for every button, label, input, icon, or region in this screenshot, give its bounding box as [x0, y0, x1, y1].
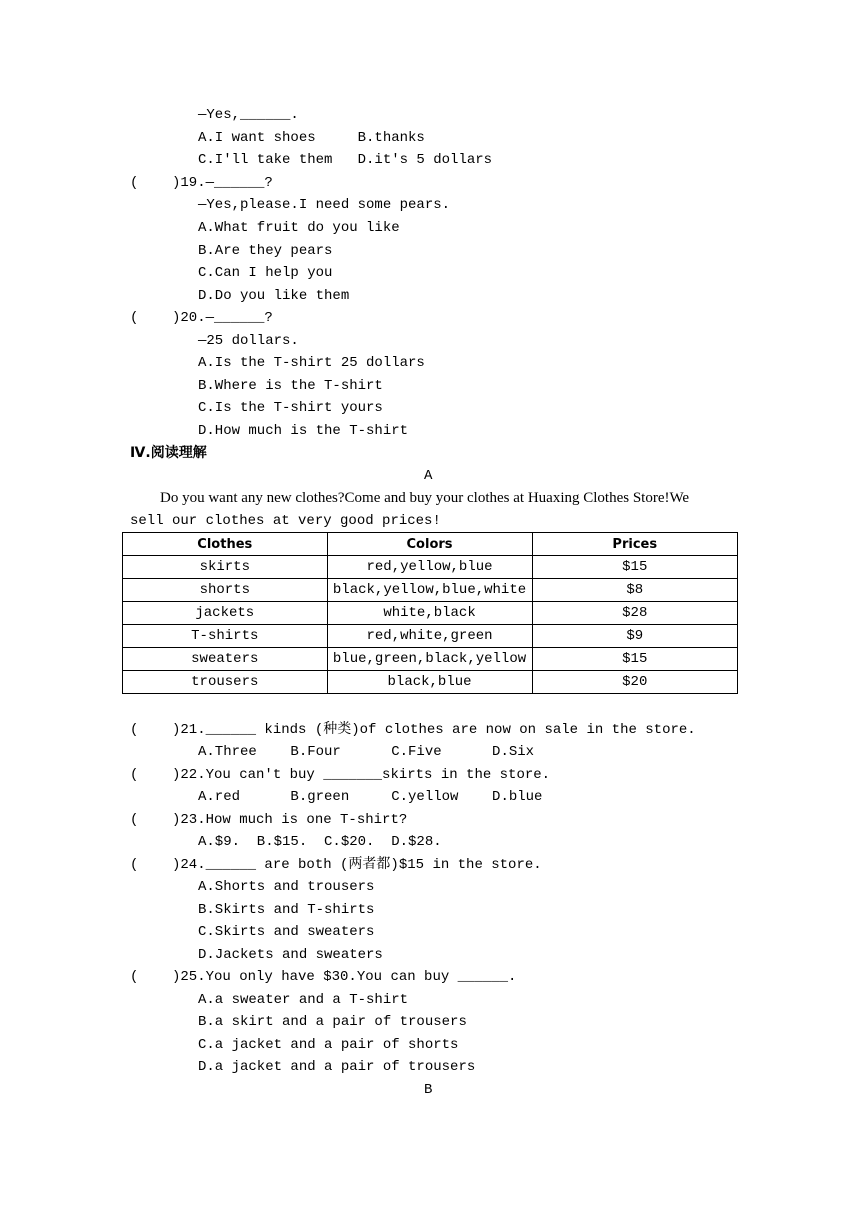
answer-line-19: —Yes,please.I need some pears.: [198, 197, 451, 213]
cell-clothes: shorts: [123, 579, 328, 602]
option-19-b: B.Are they pears: [198, 243, 333, 259]
option-24-c: C.Skirts and sweaters: [198, 924, 375, 940]
options-21: A.Three B.Four C.Five D.Six: [198, 744, 535, 760]
passage-a-intro-2: sell our clothes at very good prices!: [130, 513, 441, 529]
table-row: [123, 625, 738, 648]
question-21: ( )21.______ kinds (种类)of clothes are now on sale in the store.: [130, 722, 696, 738]
option-25-d: D.a jacket and a pair of trousers: [198, 1059, 476, 1075]
option-24-d: D.Jackets and sweaters: [198, 947, 383, 963]
options-22: A.red B.green C.yellow D.blue: [198, 789, 543, 805]
cell-clothes: T-shirts: [123, 625, 328, 648]
passage-a-intro-1: Do you want any new clothes?Come and buy your clothes at Huaxing Clothes Store!We: [160, 490, 690, 506]
header-clothes: Clothes: [123, 533, 328, 556]
option-25-b: B.a skirt and a pair of trousers: [198, 1014, 467, 1030]
cell-price: $15: [532, 556, 738, 579]
question-20: ( )20.—______?: [130, 310, 273, 326]
passage-b-label: B: [424, 1082, 433, 1098]
option-20-b: B.Where is the T-shirt: [198, 378, 383, 394]
cell-colors: red,yellow,blue: [327, 556, 532, 579]
table-row: [123, 602, 738, 625]
header-colors: Colors: [327, 533, 532, 556]
header-prices: Prices: [532, 533, 738, 556]
cell-colors: black,yellow,blue,white: [327, 579, 532, 602]
cell-price: $9: [532, 625, 738, 648]
table-row: [123, 648, 738, 671]
answer-line-20: —25 dollars.: [198, 333, 299, 349]
cell-colors: blue,green,black,yellow: [327, 648, 532, 671]
question-25: ( )25.You only have $30.You can buy ______.: [130, 969, 517, 985]
option-25-a: A.a sweater and a T-shirt: [198, 992, 409, 1008]
table-row: [123, 579, 738, 602]
cell-clothes: sweaters: [123, 648, 328, 671]
cell-price: $15: [532, 648, 738, 671]
option-19-a: A.What fruit do you like: [198, 220, 400, 236]
option-20-a: A.Is the T-shirt 25 dollars: [198, 355, 425, 371]
cell-price: $28: [532, 602, 738, 625]
option-24-a: A.Shorts and trousers: [198, 879, 375, 895]
cell-price: $8: [532, 579, 738, 602]
question-19: ( )19.—______?: [130, 175, 273, 191]
options-23: A.$9. B.$15. C.$20. D.$28.: [198, 834, 442, 850]
question-22: ( )22.You can't buy _______skirts in the store.: [130, 767, 551, 783]
cell-clothes: skirts: [123, 556, 328, 579]
option-24-b: B.Skirts and T-shirts: [198, 902, 375, 918]
option-25-c: C.a jacket and a pair of shorts: [198, 1037, 459, 1053]
answer-line-18: —Yes,______.: [198, 107, 299, 123]
table-header-row: [123, 533, 738, 556]
question-24: ( )24.______ are both (两者都)$15 in the store.: [130, 857, 542, 873]
options-18-ab: A.I want shoes B.thanks: [198, 130, 425, 146]
option-20-c: C.Is the T-shirt yours: [198, 400, 383, 416]
cell-clothes: jackets: [123, 602, 328, 625]
passage-a-label: A: [424, 468, 433, 484]
cell-clothes: trousers: [123, 671, 328, 694]
options-18-cd: C.I'll take them D.it's 5 dollars: [198, 152, 493, 168]
option-20-d: D.How much is the T-shirt: [198, 423, 409, 439]
option-19-d: D.Do you like them: [198, 288, 350, 304]
cell-price: $20: [532, 671, 738, 694]
question-23: ( )23.How much is one T-shirt?: [130, 812, 408, 828]
cell-colors: white,black: [327, 602, 532, 625]
price-table: [122, 532, 738, 694]
table-row: [123, 671, 738, 694]
table-row: [123, 556, 738, 579]
section-heading: Ⅳ.阅读理解: [130, 445, 207, 461]
cell-colors: black,blue: [327, 671, 532, 694]
cell-colors: red,white,green: [327, 625, 532, 648]
option-19-c: C.Can I help you: [198, 265, 333, 281]
